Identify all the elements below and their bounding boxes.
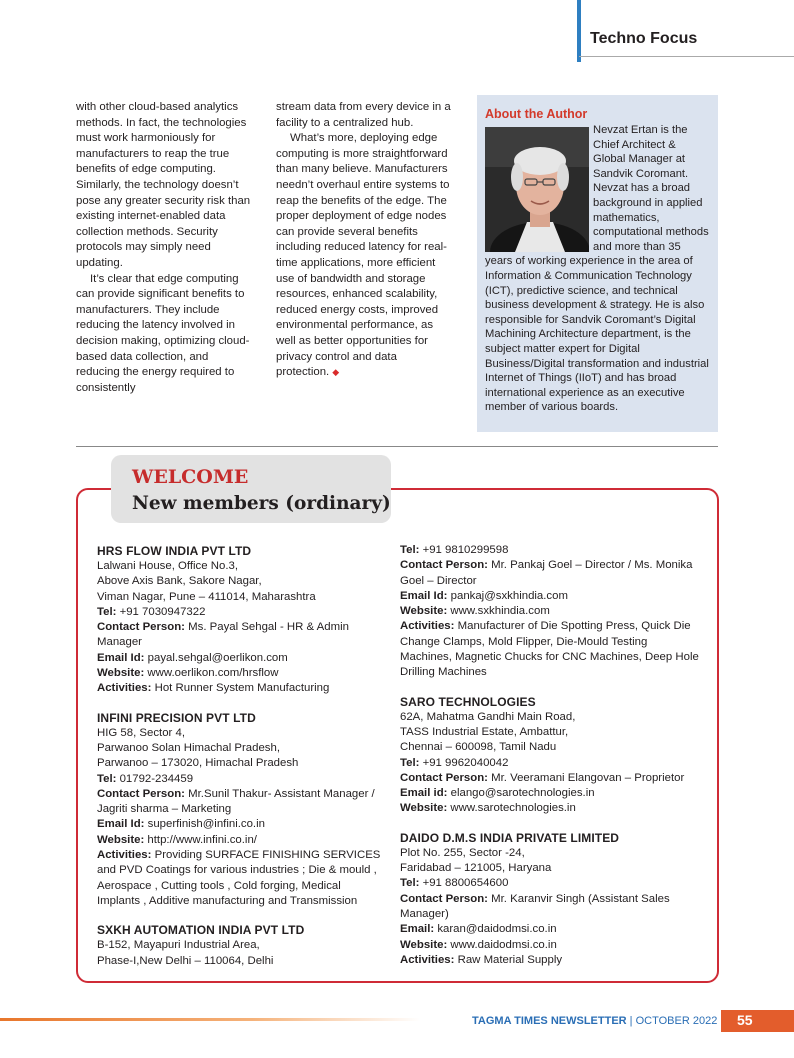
member-detail-line [97, 741, 385, 756]
member-detail-line [97, 954, 385, 969]
member-detail-line [400, 876, 700, 891]
member-detail-value: Phase-I,New Delhi – 110064, Delhi [97, 954, 274, 967]
member-detail-value: www.sxkhindia.com [447, 605, 550, 618]
member-detail-label: Email Id: [400, 589, 448, 602]
member-detail-line [97, 590, 385, 605]
member-detail-value: HIG 58, Sector 4, [97, 726, 185, 739]
end-of-article-diamond-icon: ◆ [332, 367, 340, 378]
member-company-name: DAIDO D.M.S INDIA PRIVATE LIMITED [400, 830, 620, 845]
member-detail-label: Contact Person: [400, 559, 488, 572]
member-detail-line [400, 740, 700, 755]
member-detail-value: Viman Nagar, Pune – 411014, Maharashtra [97, 590, 316, 603]
member-detail-line [400, 938, 700, 953]
member-detail-value: TASS Industrial Estate, Ambattur, [400, 725, 569, 738]
member-entry [97, 710, 385, 910]
member-detail-line [97, 756, 385, 771]
member-detail-label: Contact Person: [97, 621, 185, 634]
footer-separator: | [629, 1015, 633, 1027]
about-author-heading: About the Author [485, 107, 588, 121]
member-detail-line [400, 543, 700, 558]
member-detail-line [97, 574, 385, 589]
member-detail-label: Email id: [400, 787, 448, 800]
member-entry [97, 543, 385, 697]
member-detail-value: +91 8800654600 [419, 877, 509, 890]
member-detail-label: Tel: [97, 605, 117, 618]
member-detail-value: pankaj@sxkhindia.com [447, 589, 568, 602]
member-detail-value: Hot Runner System Manufacturing [151, 682, 330, 695]
member-detail-label: Website: [400, 938, 448, 951]
member-detail-line [97, 681, 385, 696]
member-detail-line [400, 922, 700, 937]
article-column-2 [276, 100, 454, 381]
member-detail-line [400, 589, 700, 604]
member-detail-line [400, 953, 700, 968]
member-detail-value: Above Axis Bank, Sakore Nagar, [97, 575, 262, 588]
member-detail-value: Mr. Pankaj Goel – Director / Ms. Monika Goel – Director [400, 559, 693, 587]
member-detail-value: 01792-234459 [116, 772, 194, 785]
member-detail-label: Website: [400, 605, 448, 618]
member-detail-line [400, 771, 700, 786]
member-detail-line [97, 787, 385, 818]
member-detail-value: Lalwani House, Office No.3, [97, 560, 238, 572]
footer-publication [472, 1015, 717, 1027]
member-detail-value: +91 9962040042 [419, 756, 509, 769]
section-title: Techno Focus [590, 30, 698, 47]
member-detail-line [400, 756, 700, 771]
member-entry [400, 694, 700, 817]
member-detail-label: Activities: [97, 849, 152, 862]
member-detail-line [400, 710, 700, 725]
member-detail-value: Faridabad – 121005, Haryana [400, 862, 552, 875]
member-detail-line [97, 772, 385, 787]
member-detail-label: Activities: [400, 953, 455, 966]
member-detail-value: http://www.infini.co.in/ [144, 833, 257, 846]
members-column-left [97, 543, 385, 982]
welcome-tab [111, 455, 391, 523]
member-detail-value: Mr. Karanvir Singh (Assistant Sales Manager) [400, 892, 670, 920]
member-detail-line [97, 651, 385, 666]
member-detail-value: www.oerlikon.com/hrsflow [144, 667, 279, 680]
member-company-name: HRS FLOW INDIA PVT LTD [97, 544, 252, 558]
issue-month: OCTOBER 2022 [635, 1015, 718, 1027]
member-company-name: SARO TECHNOLOGIES [400, 694, 536, 709]
member-detail-line [400, 892, 700, 923]
member-detail-value: 62A, Mahatma Gandhi Main Road, [400, 710, 576, 723]
member-detail-line [97, 817, 385, 832]
member-detail-label: Website: [400, 802, 448, 815]
member-detail-label: Email Id: [97, 818, 145, 831]
member-company-name: SXKH AUTOMATION INDIA PVT LTD [97, 923, 305, 938]
member-detail-label: Website: [97, 833, 145, 846]
section-header-rule [579, 56, 794, 57]
member-detail-value: +91 7030947322 [116, 605, 206, 618]
member-detail-value: Plot No. 255, Sector -24, [400, 846, 525, 859]
member-detail-label: Activities: [97, 682, 152, 695]
article-paragraph: It’s clear that edge computing can provide significant benefits to manufacturers. They include reducing the latency involved in decision making, optimizing cloud-based data collection, and reducing the energy required to consistently [76, 272, 250, 394]
member-detail-line [97, 605, 385, 620]
member-detail-value: Raw Material Supply [454, 953, 563, 966]
member-detail-line [97, 938, 385, 953]
section-divider [76, 446, 718, 447]
member-detail-value: elango@sarotechnologies.in [447, 787, 595, 800]
publication-name: TAGMA TIMES NEWSLETTER [472, 1015, 627, 1027]
article-column-1 [76, 100, 252, 396]
member-detail-label: Activities: [400, 620, 455, 633]
member-detail-label: Contact Person: [400, 771, 488, 784]
member-detail-value: superfinish@infini.co.in [144, 818, 265, 831]
member-detail-line [400, 786, 700, 801]
member-detail-label: Email: [400, 923, 435, 936]
page-number: 55 [737, 1012, 753, 1028]
member-detail-value: Parwanoo – 173020, Himachal Pradesh [97, 757, 299, 770]
members-column-right [400, 543, 700, 981]
member-detail-line [400, 846, 700, 861]
member-detail-line [400, 861, 700, 876]
about-author-box [477, 95, 718, 432]
member-detail-line [400, 619, 700, 680]
member-detail-line [400, 558, 700, 589]
member-detail-line [400, 725, 700, 740]
member-detail-line [97, 620, 385, 651]
member-entry [400, 543, 700, 681]
member-detail-value: Chennai – 600098, Tamil Nadu [400, 741, 557, 754]
member-detail-label: Contact Person: [97, 787, 185, 800]
welcome-heading: WELCOME [132, 466, 249, 488]
member-detail-line [97, 848, 385, 909]
member-detail-line [400, 801, 700, 816]
member-entry [97, 922, 385, 969]
member-detail-value: Parwanoo Solan Himachal Pradesh, [97, 741, 280, 754]
member-detail-label: Tel: [97, 772, 117, 785]
member-detail-value: +91 9810299598 [419, 544, 509, 556]
member-detail-value: Providing SURFACE FINISHING SERVICES and PVD Coatings for various industries ; Die & mould , Aerospace , Cutting tools , Cold forging, Medical Implants , Additive manufacturing and Transmission [97, 849, 381, 907]
member-detail-value: Ms. Payal Sehgal - HR & Admin Manager [97, 621, 349, 649]
member-detail-label: Email Id: [97, 651, 145, 664]
member-detail-line [97, 833, 385, 848]
page-number-box [721, 1010, 794, 1032]
member-detail-label: Tel: [400, 877, 420, 890]
member-company-name: INFINI PRECISION PVT LTD [97, 710, 256, 725]
member-detail-value: B-152, Mayapuri Industrial Area, [97, 939, 260, 952]
member-detail-value: Manufacturer of Die Spotting Press, Quick Die Change Clamps, Mold Flipper, Die-Mould Testing Machines, Magnetic Chucks for CNC Machines, Deep Hole Drilling Machines [400, 620, 699, 679]
member-detail-value: payal.sehgal@oerlikon.com [144, 651, 288, 664]
member-detail-line [97, 726, 385, 741]
section-accent-bar [577, 0, 581, 62]
author-bio [485, 123, 711, 415]
welcome-subheading: New members (ordinary) [132, 493, 391, 514]
member-detail-value: Mr.Sunil Thakur- Assistant Manager / Jagriti sharma – Marketing [97, 787, 375, 816]
footer-accent-line [0, 1018, 420, 1021]
member-detail-label: Tel: [400, 756, 420, 769]
member-detail-line [97, 559, 385, 574]
member-detail-label: Contact Person: [400, 892, 488, 905]
member-detail-value: karan@daidodmsi.co.in [434, 923, 557, 936]
member-detail-line [400, 604, 700, 619]
article-paragraph-text: What’s more, deploying edge computing is more straightforward than many believe. Manufacturers needn’t overhaul entire systems to reap the benefits of the edge. The proper deployment of edge nodes can provide several benefits including reduced latency for real-time applications, more efficient use of bandwidth and storage resources, enhanced scalability, reduced energy costs, improved environmental performance, as well as better opportunities for privacy control and data protection. [276, 132, 450, 379]
member-detail-value: Mr. Veeramani Elangovan – Proprietor [487, 771, 685, 784]
article-paragraph-last [276, 131, 454, 381]
member-entry [400, 830, 700, 968]
author-bio-text: Nevzat Ertan is the Chief Architect & Global Manager at Sandvik Coromant. Nevzat has a broad background in applied mathematics, computational methods and more than 35 years of working experience in the area of Information & Communication Technology (ICT), predictive science, and technical business development & strategy. He is also responsible for Sandvik Coromant’s Digital Machining Architecture department, is the subject matter expert for Digital Business/Digital transformation and industrial Internet of Things (IIoT) and has broad international experience as an executive member of various boards. [485, 124, 709, 414]
member-detail-label: Website: [97, 667, 145, 680]
member-detail-value: www.sarotechnologies.in [447, 802, 576, 815]
article-paragraph: with other cloud-based analytics methods. In fact, the technologies must work harmoniously for manufacturers to reap the true benefits of edge computing. Similarly, the technology doesn’t pose any greater security risk than existing internet-enabled data collection methods. Security protocols may simply need updating. [76, 101, 251, 269]
member-detail-line [97, 666, 385, 681]
member-detail-value: www.daidodmsi.co.in [447, 938, 557, 951]
article-paragraph: stream data from every device in a facility to a centralized hub. [276, 101, 451, 129]
member-detail-label: Tel: [400, 544, 420, 556]
